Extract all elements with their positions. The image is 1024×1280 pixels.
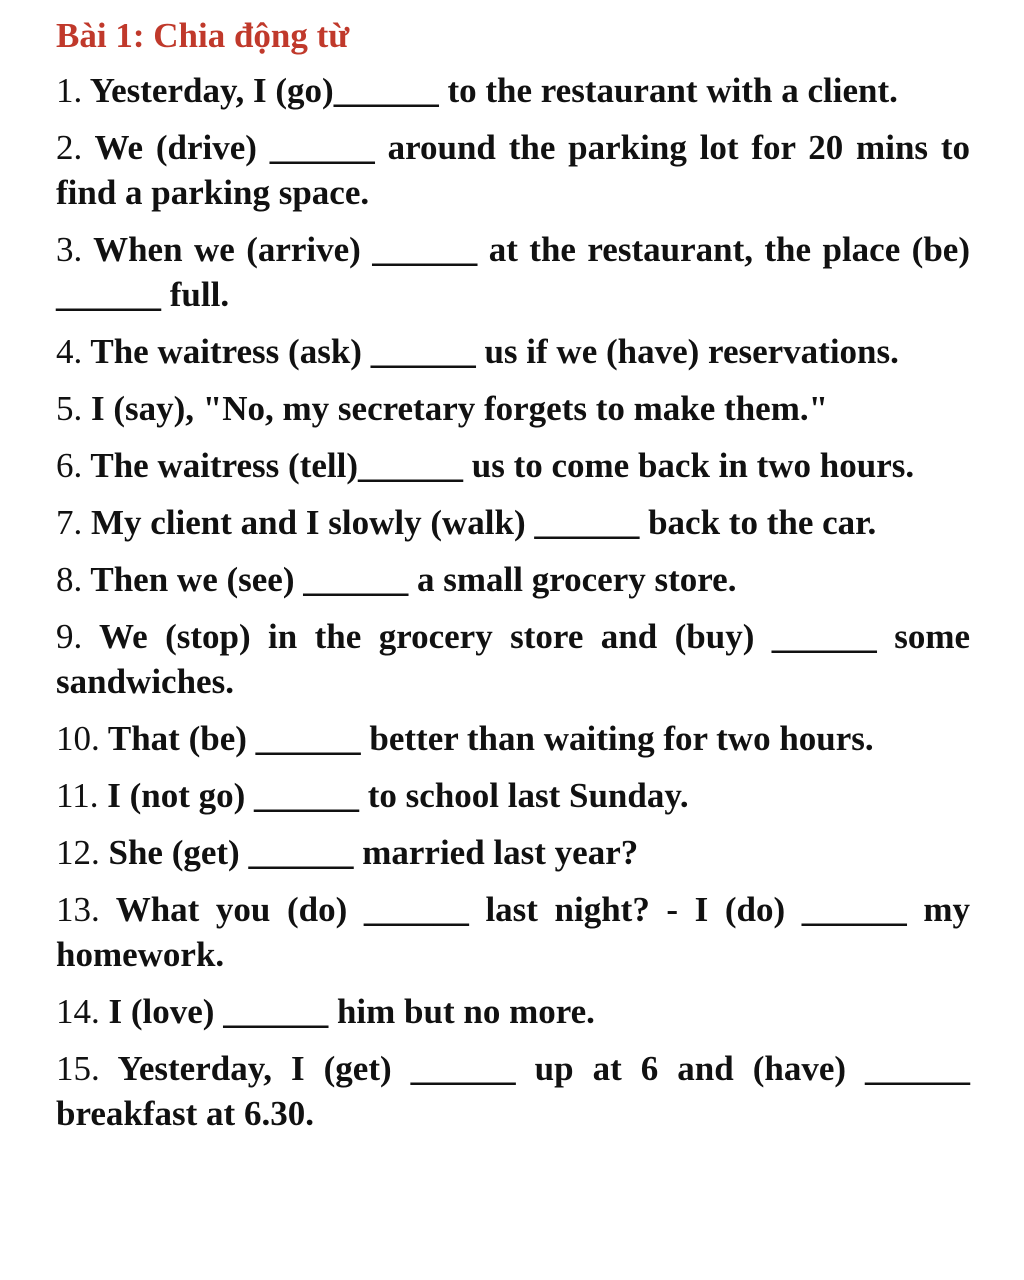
exercise-item-1 <box>56 68 970 113</box>
item-text: My client and I slowly (walk) ______ back to the car. <box>91 503 877 542</box>
item-text: We (drive) ______ around the parking lot for 20 mins to find a parking space. <box>56 128 971 212</box>
item-number: 10. <box>56 719 100 758</box>
exercise-item-11 <box>56 773 970 818</box>
item-number: 14. <box>56 992 100 1031</box>
item-text: She (get) ______ married last year? <box>108 833 639 872</box>
item-text: When we (arrive) ______ at the restaurant, the place (be) ______ full. <box>56 230 970 314</box>
exercise-item-12 <box>56 830 970 875</box>
item-text: I (say), "No, my secretary forgets to make them." <box>91 389 829 428</box>
exercise-item-3 <box>56 227 970 317</box>
item-number: 11. <box>56 776 99 815</box>
exercise-item-13 <box>56 887 970 977</box>
item-text: Yesterday, I (go)______ to the restaurant with a client. <box>89 71 898 110</box>
item-number: 5. <box>56 389 83 428</box>
item-number: 2. <box>56 128 83 167</box>
exercise-list <box>56 68 970 1136</box>
item-number: 1. <box>56 71 83 110</box>
exercise-item-2 <box>56 125 970 215</box>
item-text: I (not go) ______ to school last Sunday. <box>107 776 689 815</box>
item-number: 7. <box>56 503 83 542</box>
exercise-item-9 <box>56 614 970 704</box>
item-number: 6. <box>56 446 83 485</box>
item-number: 3. <box>56 230 83 269</box>
item-text: Yesterday, I (get) ______ up at 6 and (have) ______ breakfast at 6.30. <box>56 1049 971 1133</box>
exercise-item-15 <box>56 1046 970 1136</box>
item-text: The waitress (tell)______ us to come back in two hours. <box>90 446 915 485</box>
exercise-item-10 <box>56 716 970 761</box>
exercise-item-14 <box>56 989 970 1034</box>
item-text: What you (do) ______ last night? - I (do) ______ my homework. <box>56 890 970 974</box>
exercise-title: Bài 1: Chia động từ <box>56 16 350 55</box>
exercise-item-4 <box>56 329 970 374</box>
item-text: We (stop) in the grocery store and (buy) ______ some sandwiches. <box>56 617 971 701</box>
item-text: That (be) ______ better than waiting for two hours. <box>107 719 874 758</box>
item-text: I (love) ______ him but no more. <box>108 992 595 1031</box>
item-text: Then we (see) ______ a small grocery store. <box>90 560 737 599</box>
item-text: The waitress (ask) ______ us if we (have) reservations. <box>90 332 899 371</box>
item-number: 13. <box>56 890 100 929</box>
item-number: 12. <box>56 833 100 872</box>
item-number: 15. <box>56 1049 100 1088</box>
item-number: 8. <box>56 560 83 599</box>
item-number: 4. <box>56 332 83 371</box>
exercise-item-5 <box>56 386 970 431</box>
item-number: 9. <box>56 617 83 656</box>
exercise-item-8 <box>56 557 970 602</box>
exercise-item-7 <box>56 500 970 545</box>
exercise-item-6 <box>56 443 970 488</box>
